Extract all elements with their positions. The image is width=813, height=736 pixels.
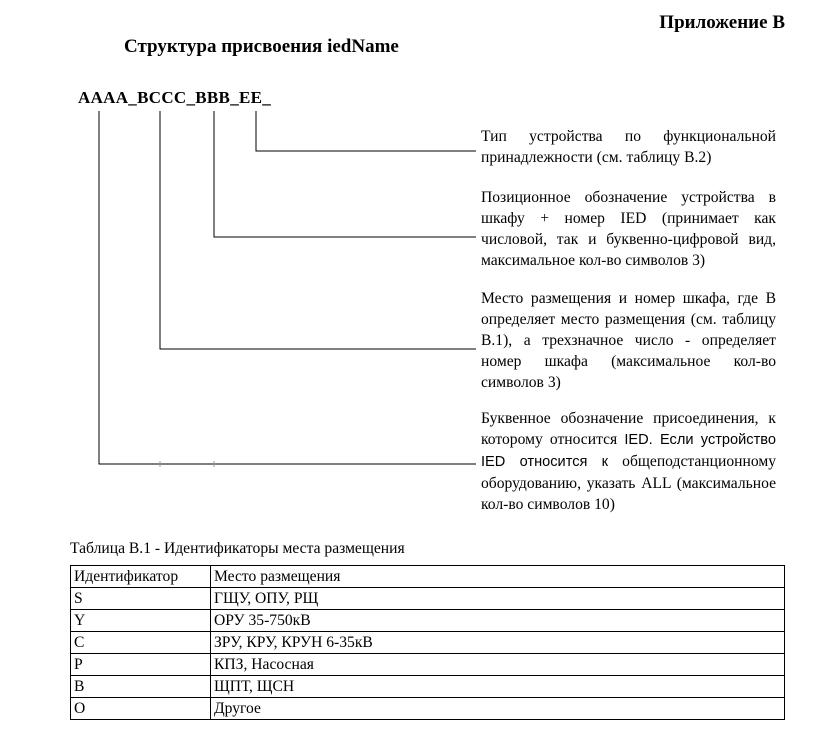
leader-line-aaaa: [99, 111, 476, 464]
desc-connection: [481, 408, 776, 515]
cell-placement: ЗРУ, КРУ, КРУН 6-35кВ: [211, 632, 785, 654]
cell-identifier: S: [71, 588, 211, 610]
leader-line-bbb: [214, 111, 476, 237]
cell-identifier: C: [71, 632, 211, 654]
cell-placement: Другое: [211, 698, 785, 720]
table-row: [71, 676, 785, 698]
cell-identifier: Y: [71, 610, 211, 632]
appendix-label: Приложение В: [659, 12, 785, 33]
desc-connection-part-c: общеподстанционному оборудованию, указать ALL (максимальное кол-во символов 10): [481, 453, 776, 513]
desc-positional-designation: Позиционное обозначение устройства в шкафу + номер IED (принимает как числовой, так и буквенно-цифровой вид, максимальное кол-во символов 3): [481, 189, 776, 269]
cell-identifier: B: [71, 676, 211, 698]
table-header-row: [71, 566, 785, 588]
header-placement: Место размещения: [211, 566, 785, 588]
desc-placement-cabinet: Место размещения и номер шкафа, где B определяет место размещения (см. таблицу В.1), а трехзначное число - определяет номер шкафа (максимальное кол-во символов 3): [481, 290, 776, 391]
cell-placement: КПЗ, Насосная: [211, 654, 785, 676]
cell-placement: ГЩУ, ОПУ, РЩ: [211, 588, 785, 610]
leader-line-ee: [256, 111, 476, 151]
table-row: [71, 632, 785, 654]
table-row: [71, 610, 785, 632]
table-row: [71, 588, 785, 610]
header-identifier: Идентификатор: [71, 566, 211, 588]
cell-placement: ОРУ 35-750кВ: [211, 610, 785, 632]
leader-line-bccc: [160, 111, 476, 349]
cell-placement: ЩПТ, ЩСН: [211, 676, 785, 698]
table-row: [71, 654, 785, 676]
cell-identifier: O: [71, 698, 211, 720]
desc-device-type: Тип устройства по функциональной принадлежности (см. таблицу В.2): [481, 128, 776, 166]
desc-connection-part-b: IED. Если устройство IED относится к: [481, 432, 776, 470]
page-title: Структура присвоения iedName: [124, 36, 399, 57]
table-row: [71, 698, 785, 720]
table-caption: Таблица В.1 - Идентификаторы места размещения: [70, 540, 405, 557]
placement-identifiers-table: [70, 565, 785, 720]
iedname-pattern: AAAA_BCCC_BBB_EE_: [78, 88, 272, 107]
desc-connection-part-a: Буквенное обозначение присоединения, к которому относится: [481, 410, 776, 448]
cell-identifier: P: [71, 654, 211, 676]
